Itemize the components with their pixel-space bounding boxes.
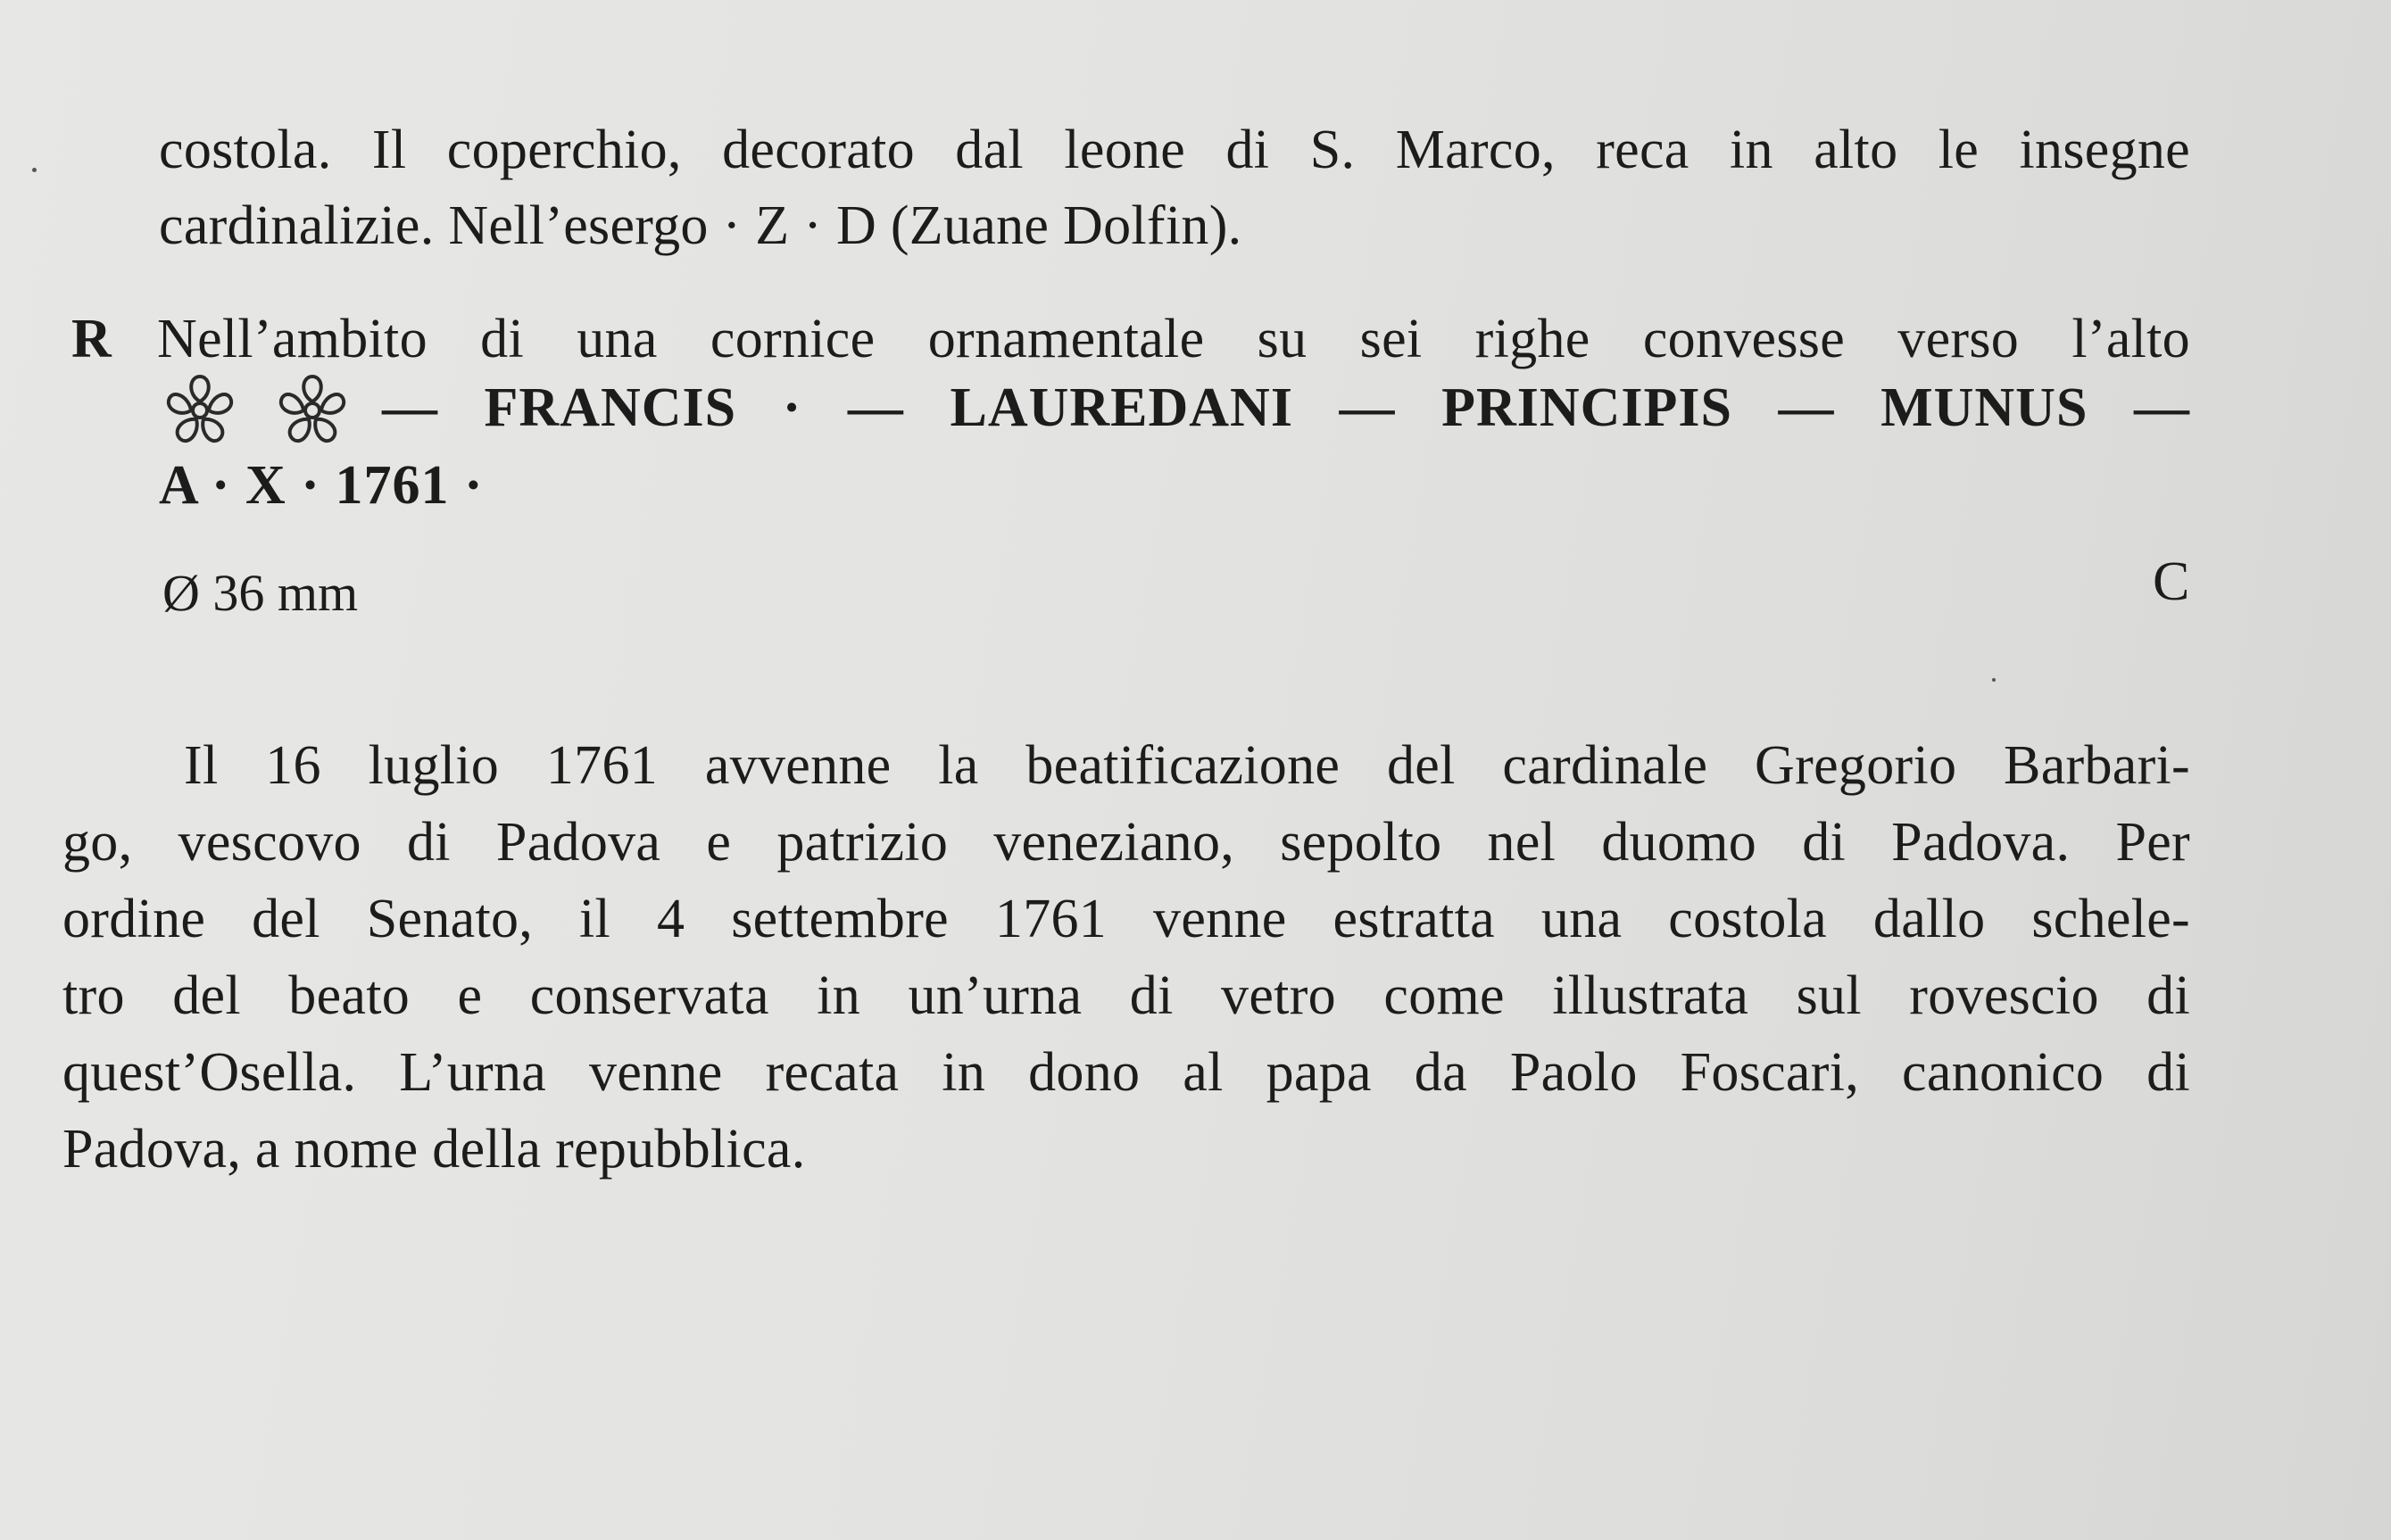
legend-text-line-2: — FRANCIS · — LAUREDANI — PRINCIPIS — MUNUS —	[382, 377, 2190, 438]
description-line-1: costola. Il coperchio, decorato dal leone di S. Marco, reca in alto le insegne	[159, 120, 2190, 180]
commentary-line-4: tro del beato e conservata in un’urna di vetro come illustrata sul rovescio di	[62, 965, 2190, 1026]
paper-speck	[1992, 678, 1996, 682]
commentary-line-2: go, vescovo di Padova e patrizio veneziano, sepolto nel duomo di Padova. Per	[62, 812, 2190, 873]
commentary-line-3: ordine del Senato, il 4 settembre 1761 venne estratta una costola dallo schele-	[62, 889, 2190, 949]
paper-speck	[32, 168, 37, 172]
legend-line-2	[157, 368, 2190, 448]
legend-line-3: A · X · 1761 ·	[159, 455, 484, 516]
rosette-icon	[157, 368, 243, 448]
commentary-line-6: Padova, a nome della repubblica.	[62, 1119, 806, 1180]
rosette-icon	[270, 368, 355, 448]
reverse-line-1: Nell’ambito di una cornice ornamentale su sei righe convesse verso l’alto	[157, 309, 2190, 369]
rarity-grade: C	[2153, 551, 2190, 612]
diameter-value: Ø 36 mm	[162, 564, 359, 622]
reverse-siglum: R	[71, 309, 112, 369]
commentary-line-1: Il 16 luglio 1761 avvenne la beatificazione del cardinale Gregorio Barbari-	[184, 735, 2190, 796]
commentary-line-5: quest’Osella. L’urna venne recata in dono al papa da Paolo Foscari, canonico di	[62, 1042, 2190, 1103]
description-line-2: cardinalizie. Nell’esergo · Z · D (Zuane Dolfin).	[159, 195, 1242, 256]
